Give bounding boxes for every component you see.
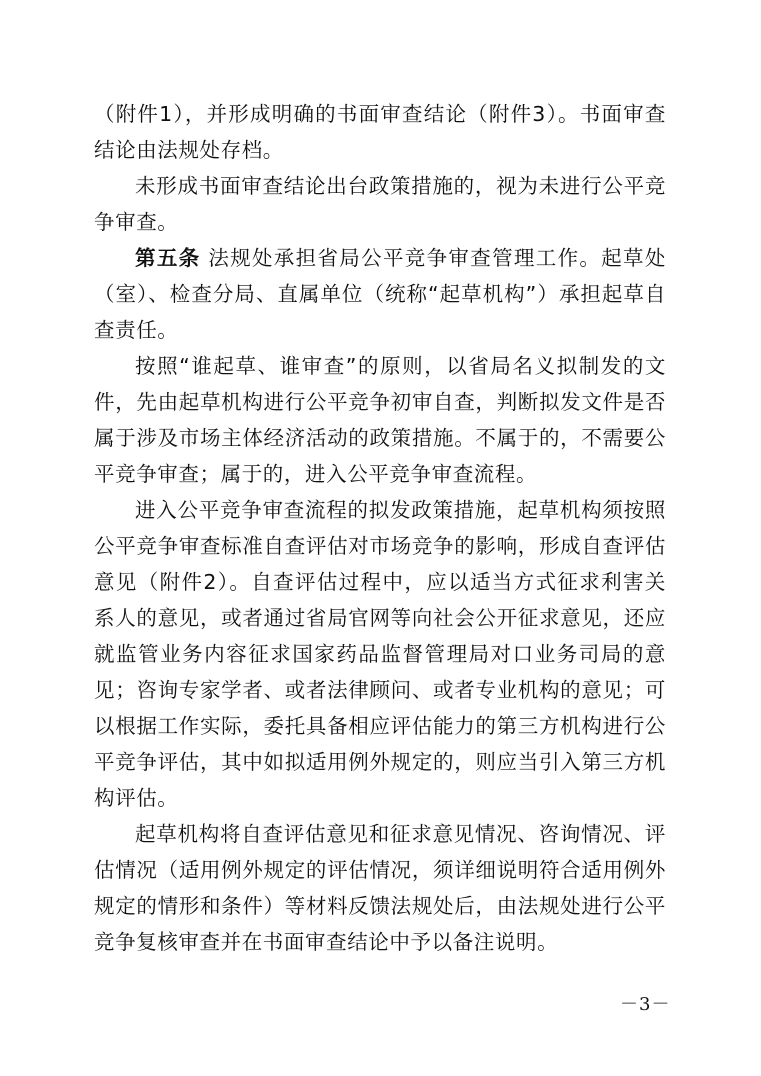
paragraph-text: 起草机构将自查评估意见和征求意见情况、咨询情况、评估情况（适用例外规定的评估情况，须详细说明符合适用例外规定的情形和条件）等材料反馈法规处后，由法规处进行公平竞争复核审查并在书面审查结论中予以备注说明。 <box>94 822 666 954</box>
paragraph-text: （附件1），并形成明确的书面审查结论（附件3）。书面审查结论由法规处存档。 <box>94 102 666 162</box>
paragraph-text: 法规处承担省局公平竞争审查管理工作。起草处（室）、检查分局、直属单位（统称“起草机构”）承担起草自查责任。 <box>94 246 666 342</box>
paragraph-article-5 <box>94 240 666 348</box>
paragraph-text: 按照“谁起草、谁审查”的原则，以省局名义拟制发的文件，先由起草机构进行公平竞争初审自查，判断拟发文件是否属于涉及市场主体经济活动的政策措施。不属于的，不需要公平竞争审查；属于的，进入公平竞争审查流程。 <box>94 354 666 486</box>
paragraph-5 <box>94 492 666 816</box>
paragraph-text: 进入公平竞争审查流程的拟发政策措施，起草机构须按照公平竞争审查标准自查评估对市场竞争的影响，形成自查评估意见（附件2）。自查评估过程中，应以适当方式征求利害关系人的意见，或者通过省局官网等向社会公开征求意见，还应就监管业务内容征求国家药品监督管理局对口业务司局的意见；咨询专家学者、或者法律顾问、或者专业机构的意见；可以根据工作实际，委托具备相应评估能力的第三方机构进行公平竞争评估，其中如拟适用例外规定的，则应当引入第三方机构评估。 <box>94 498 666 810</box>
paragraph-1 <box>94 96 666 168</box>
paragraph-6 <box>94 816 666 960</box>
paragraph-2 <box>94 168 666 240</box>
paragraph-text: 未形成书面审查结论出台政策措施的，视为未进行公平竞争审查。 <box>94 174 666 234</box>
article-heading: 第五条 <box>135 246 201 270</box>
paragraph-4 <box>94 348 666 492</box>
document-body <box>94 96 666 960</box>
page-number: －3－ <box>620 994 671 1015</box>
